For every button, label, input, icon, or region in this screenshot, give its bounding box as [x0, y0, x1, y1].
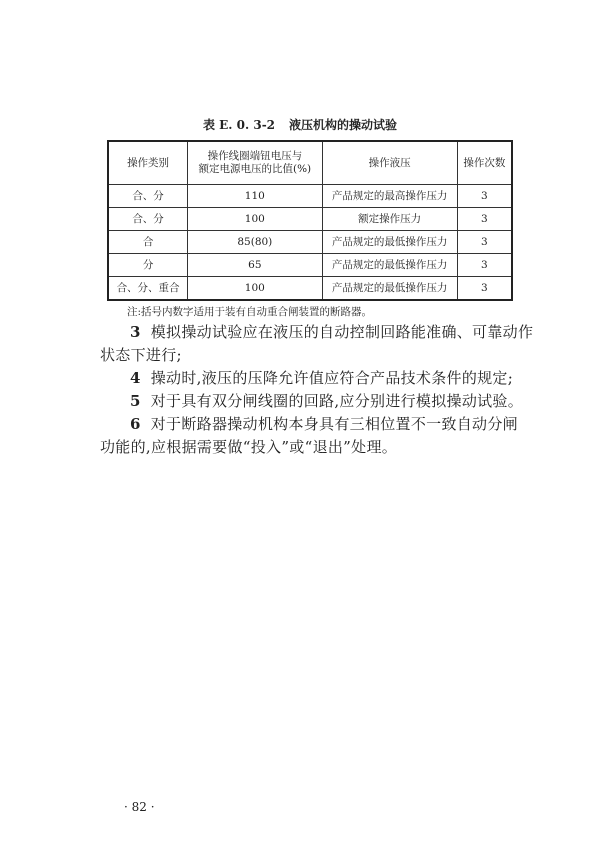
text: 功能的,应根据需要做“投入”或“退出”处理。 — [100, 438, 398, 456]
paragraph-5 — [100, 390, 545, 413]
cell: 合 — [108, 231, 188, 254]
table-row — [108, 254, 512, 277]
cell: 合、分 — [108, 208, 188, 231]
item-number: 6 — [130, 415, 141, 433]
cell: 分 — [108, 254, 188, 277]
cell: 合、分、重合 — [108, 277, 188, 301]
table-row — [108, 208, 512, 231]
table-header-row — [108, 141, 512, 185]
header-cell — [188, 141, 322, 185]
cell: 100 — [188, 208, 322, 231]
header-line: 操作线圈端钮电压与 — [207, 150, 303, 162]
table-title — [0, 116, 600, 134]
cell: 产品规定的最低操作压力 — [322, 254, 457, 277]
text: 操动时,液压的压降允许值应符合产品技术条件的规定; — [150, 369, 514, 387]
table-row — [108, 185, 512, 208]
cell: 合、分 — [108, 185, 188, 208]
table-caption: 液压机构的操动试验 — [289, 118, 398, 132]
header-line: 额定电源电压的比值(%) — [198, 163, 312, 175]
item-number: 3 — [130, 323, 141, 341]
header-cell: 操作次数 — [457, 141, 512, 185]
cell: 产品规定的最高操作压力 — [322, 185, 457, 208]
text: 模拟操动试验应在液压的自动控制回路能准确、可靠动作 — [150, 323, 534, 341]
cell: 3 — [457, 208, 512, 231]
cell: 3 — [457, 254, 512, 277]
header-cell: 操作液压 — [322, 141, 457, 185]
cell: 额定操作压力 — [322, 208, 457, 231]
item-number: 5 — [130, 392, 141, 410]
text: 状态下进行; — [100, 346, 182, 364]
page-number: · 82 · — [124, 800, 155, 814]
table-number: 表 E. 0. 3-2 — [202, 118, 276, 132]
operation-test-table — [107, 140, 513, 301]
paragraph-3 — [100, 321, 545, 367]
cell: 产品规定的最低操作压力 — [322, 231, 457, 254]
text: 对于具有双分闸线圈的回路,应分别进行模拟操动试验。 — [150, 392, 524, 410]
paragraph-4 — [100, 367, 545, 390]
table-row — [108, 277, 512, 301]
header-cell: 操作类别 — [108, 141, 188, 185]
table-note: 注:括号内数字适用于装有自动重合闸装置的断路器。 — [127, 306, 373, 318]
page-content — [0, 116, 600, 459]
paragraph-6 — [100, 413, 545, 459]
cell: 3 — [457, 277, 512, 301]
cell: 65 — [188, 254, 322, 277]
cell: 110 — [188, 185, 322, 208]
item-number: 4 — [130, 369, 141, 387]
cell: 产品规定的最低操作压力 — [322, 277, 457, 301]
table-row — [108, 231, 512, 254]
cell: 85(80) — [188, 231, 322, 254]
cell: 3 — [457, 231, 512, 254]
cell: 100 — [188, 277, 322, 301]
cell: 3 — [457, 185, 512, 208]
text: 对于断路器操动机构本身具有三相位置不一致自动分闸 — [150, 415, 518, 433]
